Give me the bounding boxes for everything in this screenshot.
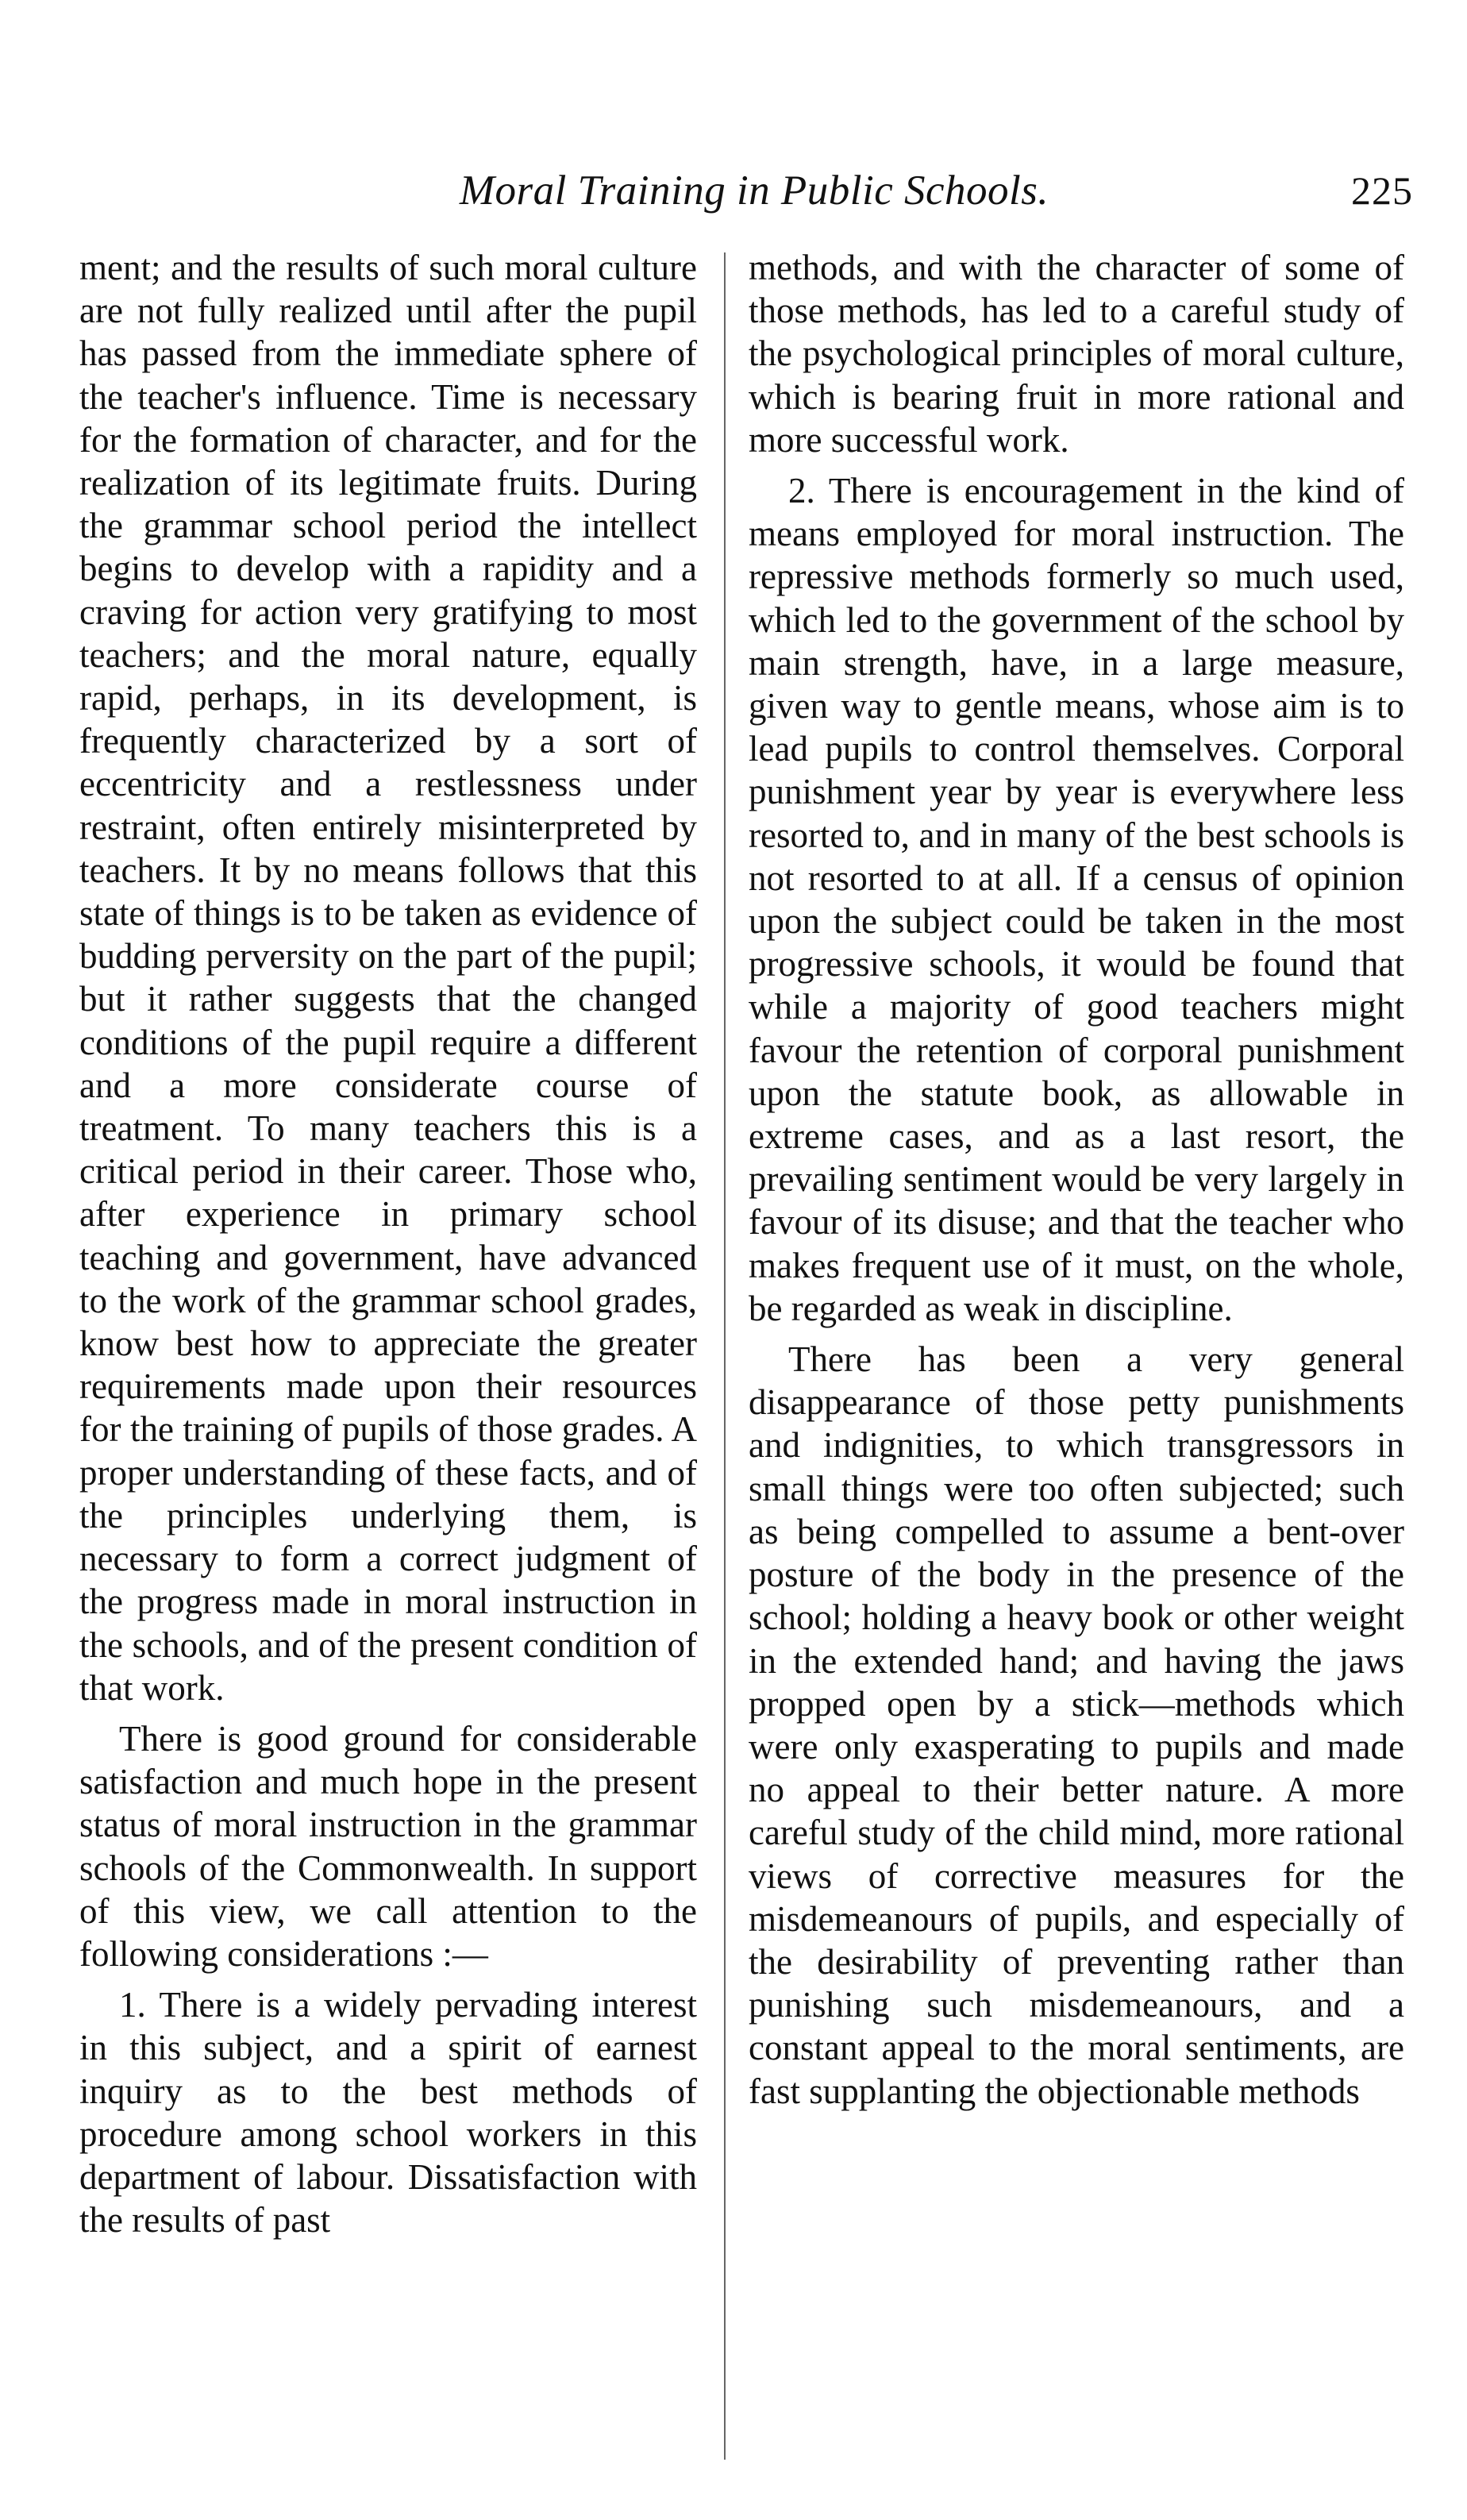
right-paragraph-2: 2. There is encouragement in the kind of means employed for moral instruction. The repressive methods formerly so much used, which led to the government of the school by main strength, have, in a large measure, given way to gentle means, whose aim is to lead pupils to control themselves. Corporal punishment year by year is everywhere less resorted to, and in many of the best schools is not resorted to at all. If a census of opinion upon the subject could be taken in the most progressive schools, it would be found that while a majority of good teachers might favour the retention of corporal punishment upon the statute book, as allowable in extreme cases, and as a last resort, the prevailing sentiment would be very largely in favour of its disuse; and that the teacher who makes frequent use of it must, on the whole, be regarded as weak in discipline.	[749, 471, 1404, 1328]
left-paragraph-3: 1. There is a widely pervading interest in this subject, and a spirit of earnest inquiry as to the best methods of procedure among school workers in this department of labour. Dissatisfaction with the results of past	[79, 1985, 697, 2241]
left-column	[79, 246, 697, 2241]
running-title: Moral Training in Public Schools.	[459, 168, 1049, 214]
running-header	[0, 163, 1467, 218]
right-paragraph-1: methods, and with the character of some of those methods, has led to a careful study of the psychological principles of moral culture, which is bearing fruit in more rational and more successful work.	[749, 248, 1404, 460]
left-paragraph-1: ment; and the results of such moral culture are not fully realized until after the pupil has passed from the immediate sphere of the teacher's influence. Time is necessary for the formation of character, and for the realization of its legitimate fruits. During the grammar school period the intellect begins to develop with a rapidity and a craving for action very gratifying to most teachers; and the moral nature, equally rapid, perhaps, in its development, is frequently characterized by a sort of eccentricity and a restlessness under restraint, often entirely misinterpreted by teachers. It by no means follows that this state of things is to be taken as evidence of budding perversity on the part of the pupil; but it rather suggests that the changed conditions of the pupil require a different and a more considerate course of treatment. To many teachers this is a critical period in their career. Those who, after experience in primary school teaching and government, have advanced to the work of the grammar school grades, know best how to appreciate the greater requirements made upon their resources for the training of pupils of those grades. A proper understanding of these facts, and of the principles underlying them, is necessary to form a correct judgment of the progress made in moral instruction in the schools, and of the present condition of that work.	[79, 248, 697, 1708]
column-divider	[724, 252, 726, 2460]
page-number: 225	[1351, 168, 1413, 213]
left-paragraph-2: There is good ground for considerable satisfaction and much hope in the present status of moral instruction in the grammar schools of the Commonwealth. In support of this view, we call attention to the following considerations :—	[79, 1718, 697, 1974]
right-column	[749, 246, 1404, 2113]
right-paragraph-3: There has been a very general disappearance of those petty punishments and indignities, to which transgressors in small things were too often subjected; such as being compelled to assume a bent-over posture of the body in the presence of the school; holding a heavy book or other weight in the extended hand; and having the jaws propped open by a stick—methods which were only exasperating to pupils and made no appeal to their better nature. A more careful study of the child mind, more rational views of corrective measures for the misdemeanours of pupils, and especially of the desirability of preventing rather than punishing such misdemeanours, and a constant appeal to the moral sentiments, are fast supplanting the objectionable methods	[749, 1339, 1404, 2111]
